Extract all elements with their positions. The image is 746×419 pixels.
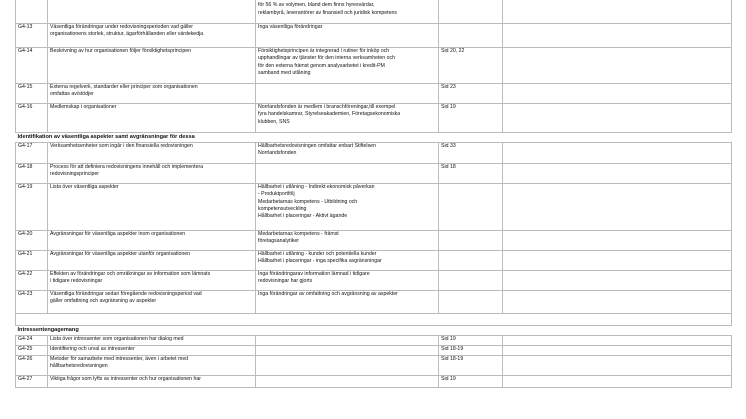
row-answer: Hållbarhet i utlåning - Indirekt ekonomisk påverkan - Produktportfölj Medarbetarnas kompetens - Utbildning och kompetensutveckling Hållbarhet i placeringar - Aktivt ägande: [256, 184, 439, 231]
gri-index-table: [15, 0, 732, 388]
row-code: G4-16: [16, 104, 48, 133]
table-row: [16, 184, 732, 231]
table-row: [16, 271, 732, 291]
table-row: [16, 143, 732, 164]
row-answer: [256, 346, 439, 356]
row-code: G4-23: [16, 291, 48, 314]
row-description: Väsentliga förändringar sedan föregående redovisningsperiod vad gäller omfattning och avgränsning av aspekter: [48, 291, 256, 314]
row-code: G4-21: [16, 251, 48, 271]
table-row: [16, 376, 732, 388]
section-heading-identification: Identifikation av väsentliga aspekter samt avgränsningar för dessa: [17, 134, 195, 140]
row-code: G4-17: [16, 143, 48, 164]
row-reference: [439, 231, 503, 251]
row-description: [48, 0, 256, 24]
row-reference: Sid 19: [439, 104, 503, 133]
row-code: G4-20: [16, 231, 48, 251]
table-row: [16, 346, 732, 356]
row-description: Externa regelverk, standarder eller principer som organisationen omfattas av/stödjer: [48, 84, 256, 104]
row-answer: Norrlandsfonden är medlem i branschföreningar,till exempel fyra handelskamrar, Styrelseakademien, Företagsekonomiska klubben, SNS: [256, 104, 439, 133]
row-reference: Sid 33: [439, 143, 503, 164]
row-reference: [439, 0, 503, 24]
table-row: [16, 0, 732, 24]
row-reference: [439, 271, 503, 291]
row-reference: Sid 18: [439, 164, 503, 184]
row-answer: Hållbarhet i utlåning - kunder och potentiella kunder Hållbarhet i placeringar - inga specifika avgränsningar: [256, 251, 439, 271]
row-reference: [439, 291, 503, 314]
row-code: G4-22: [16, 271, 48, 291]
table-row: [16, 356, 732, 376]
row-reference: Sid 19: [439, 336, 503, 346]
row-reference: Sid 20, 22: [439, 48, 503, 84]
row-code: G4-27: [16, 376, 48, 388]
row-answer: Hållbarhetsredovisningen omfattar enbart Stiftelsen Norrlandsfonden: [256, 143, 439, 164]
row-answer: Inga förändringarav information lämnad i tidigare redovisningar har gjorts: [256, 271, 439, 291]
row-answer: [256, 356, 439, 376]
row-code: [16, 0, 48, 24]
table-row: [16, 291, 732, 314]
row-reference: Sid 18-19: [439, 346, 503, 356]
row-answer: Inga förändringar av omfattning och avgränsning av aspekter: [256, 291, 439, 314]
row-description: Väsentliga förändringar under redovisningsperioden vad gäller organisationens storlek, struktur, ägarförhållanden eller värdekedja: [48, 24, 256, 48]
row-answer: för 56 % av volymen, bland dem finns hyresvärdar, reklambyrå, leverantörer av finansiell och juridisk kompetens: [256, 0, 439, 24]
row-answer: [256, 336, 439, 346]
row-answer: Försiktighetsprincipen är integrerad i rutiner för inköp och upphandlingar av tjänster för den interna verksamheten och för den externa främst genom analysarbetet i kredit-PM samband med utlåning: [256, 48, 439, 84]
row-description: Viktiga frågor som lyfts av intressenter och hur organisationen har: [48, 376, 256, 388]
row-description: Avgränsningar för väsentliga aspekter utanför organisationen: [48, 251, 256, 271]
row-description: Identifiering och urval av intressenter: [48, 346, 256, 356]
row-description: Beskrivning av hur organisationen följer försiktighetsprincipen: [48, 48, 256, 84]
row-description: Effekten av förändringar och omräkningar av information som lämnats i tidigare redovisningar: [48, 271, 256, 291]
row-description: Metoder för samarbete med intressenter, även i arbetet med hållbarhetsredovisningen: [48, 356, 256, 376]
row-description: Medlemskap i organisationer: [48, 104, 256, 133]
table-row: [16, 84, 732, 104]
row-answer: [256, 376, 439, 388]
row-answer: Medarbetarnas kompetens - främst företagsanalytiker: [256, 231, 439, 251]
table-row: [16, 336, 732, 346]
row-description: Process för att definiera redovisningens innehåll och implementera redovisningsprinciper: [48, 164, 256, 184]
table-row: [16, 24, 732, 48]
row-reference: [439, 24, 503, 48]
row-code: G4-15: [16, 84, 48, 104]
section-heading-stakeholders: Intressentengagemang: [17, 327, 79, 333]
row-answer: [256, 164, 439, 184]
row-code: G4-26: [16, 356, 48, 376]
row-description: Lista över väsentliga aspekter: [48, 184, 256, 231]
table-row: [16, 251, 732, 271]
row-code: G4-19: [16, 184, 48, 231]
table-row: [16, 164, 732, 184]
row-reference: Sid 19: [439, 376, 503, 388]
row-reference: Sid 18-19: [439, 356, 503, 376]
row-code: G4-25: [16, 346, 48, 356]
row-code: G4-18: [16, 164, 48, 184]
table-row: [16, 48, 732, 84]
row-code: G4-14: [16, 48, 48, 84]
row-code: G4-24: [16, 336, 48, 346]
row-description: Lista över intressenter som organisationen har dialog med: [48, 336, 256, 346]
row-reference: [439, 251, 503, 271]
row-description: Verksamhetsenheter som ingår i den finansiella redovisningen: [48, 143, 256, 164]
row-description: Avgränsningar för väsentliga aspekter inom organisationen: [48, 231, 256, 251]
table-row: [16, 104, 732, 133]
row-code: G4-13: [16, 24, 48, 48]
row-reference: Sid 23: [439, 84, 503, 104]
row-answer: Inga väsentliga förändringar: [256, 24, 439, 48]
row-answer: [256, 84, 439, 104]
row-reference: [439, 184, 503, 231]
table-row: [16, 231, 732, 251]
